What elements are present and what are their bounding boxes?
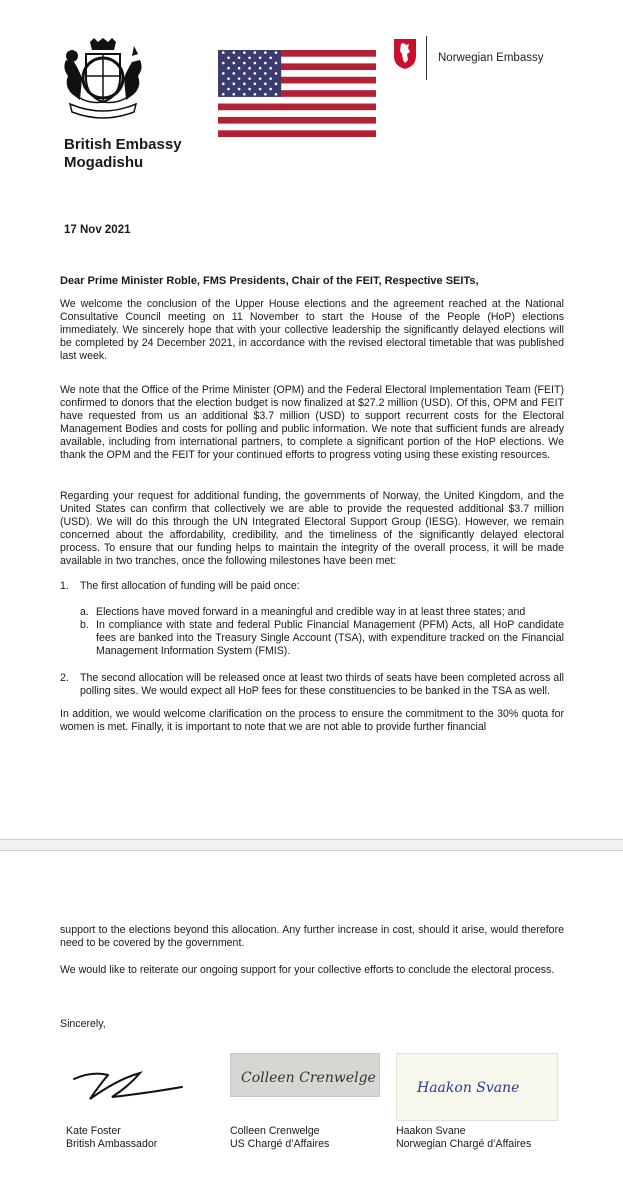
flag-star xyxy=(269,67,272,70)
flag-star xyxy=(248,88,251,91)
flag-star xyxy=(248,67,251,70)
flag-star xyxy=(254,93,257,96)
milestone-2-text: The second allocation will be released once at least two thirds of seats have been completed across all polling sites. We would expect all HoP fees for these constituencies to be banked in the TSA as well. xyxy=(80,672,564,697)
flag-star xyxy=(243,93,246,96)
flag-star xyxy=(264,62,267,65)
flag-star xyxy=(227,57,230,60)
flag-star xyxy=(248,57,251,60)
svg-text:Colleen Crenwelge: Colleen Crenwelge xyxy=(241,1070,376,1086)
milestone-2-number: 2. xyxy=(60,672,69,684)
signatory-3-title: Norwegian Chargé d’Affaires xyxy=(396,1138,532,1150)
letter-date: 17 Nov 2021 xyxy=(64,224,131,236)
signatory-2-title: US Chargé d’Affaires xyxy=(230,1138,330,1150)
svg-text:Haakon Svane: Haakon Svane xyxy=(417,1080,520,1096)
norwegian-embassy-label: Norwegian Embassy xyxy=(438,52,544,64)
flag-star xyxy=(259,67,262,70)
flag-star xyxy=(259,57,262,60)
flag-star xyxy=(222,93,225,96)
flag-star xyxy=(243,62,246,65)
salutation: Dear Prime Minister Roble, FMS Presidents, Chair of the FEIT, Respective SEITs, xyxy=(60,275,479,287)
flag-star xyxy=(254,62,257,65)
royal-coat-of-arms-icon xyxy=(60,38,146,120)
flag-star xyxy=(243,83,246,86)
flag-stripe xyxy=(218,97,376,104)
flag-star xyxy=(264,51,267,54)
milestone-1b-label: b. xyxy=(80,619,89,631)
flag-star xyxy=(275,83,278,86)
milestone-1a-text: Elections have moved forward in a meaningful and credible way in at least three states; and xyxy=(96,606,526,618)
flag-star xyxy=(275,72,278,75)
flag-star xyxy=(264,93,267,96)
milestone-1b-text: In compliance with state and federal Public Financial Management (PFM) Acts, all HoP candidate fees are banked into the Treasury Single Account (TSA), with expenditure tracked on the Financial Management Information System (FMIS). xyxy=(96,619,564,657)
us-flag-icon xyxy=(218,50,376,137)
flag-star xyxy=(275,62,278,65)
flag-stripe xyxy=(218,104,376,111)
flag-star xyxy=(275,51,278,54)
letterhead-divider xyxy=(426,36,427,80)
paragraph-1: We welcome the conclusion of the Upper House elections and the agreement reached at the National Consultative Council meeting on 11 November to start the House of the People (HoP) elections immediately. We sincerely hope that with your collective leadership the significantly delayed elections will be completed by 24 December 2021, in accordance with the revised electoral timetable that was published last week. xyxy=(60,298,564,362)
flag-star xyxy=(259,88,262,91)
flag-star xyxy=(227,77,230,80)
signature-colleen-crenwelge xyxy=(230,1053,380,1097)
flag-star xyxy=(233,93,236,96)
flag-stripe xyxy=(218,117,376,124)
flag-star xyxy=(222,62,225,65)
paragraph-4: In addition, we would welcome clarification on the process to ensure the commitment to the 30% quota for women is met. Finally, it is important to note that we are not able to provide further financial xyxy=(60,708,564,733)
flag-star xyxy=(233,83,236,86)
flag-star xyxy=(264,72,267,75)
flag-star xyxy=(238,88,241,91)
flag-stripe xyxy=(218,110,376,117)
signatory-3-name: Haakon Svane xyxy=(396,1125,466,1137)
flag-star xyxy=(238,57,241,60)
signature-kate-foster xyxy=(68,1057,186,1107)
british-embassy-title: British Embassy xyxy=(64,136,182,153)
signatory-2-name: Colleen Crenwelge xyxy=(230,1125,320,1137)
flag-star xyxy=(222,83,225,86)
flag-star xyxy=(254,51,257,54)
british-embassy-city: Mogadishu xyxy=(64,154,144,171)
flag-star xyxy=(254,83,257,86)
milestone-1-text: The first allocation of funding will be paid once: xyxy=(80,580,300,592)
flag-star xyxy=(222,72,225,75)
flag-star xyxy=(238,77,241,80)
flag-stripe xyxy=(218,124,376,131)
flag-star xyxy=(269,77,272,80)
closing: Sincerely, xyxy=(60,1018,106,1030)
flag-star xyxy=(233,51,236,54)
paragraph-6: We would like to reiterate our ongoing support for your collective efforts to conclude the electoral process. xyxy=(60,964,555,976)
flag-star xyxy=(227,67,230,70)
flag-star xyxy=(275,93,278,96)
flag-star xyxy=(238,67,241,70)
flag-star xyxy=(243,51,246,54)
flag-star xyxy=(233,72,236,75)
flag-star xyxy=(243,72,246,75)
paragraph-5: support to the elections beyond this allocation. Any further increase in cost, should it arise, would therefore need to be covered by the government. xyxy=(60,924,564,949)
flag-star xyxy=(269,88,272,91)
flag-star xyxy=(248,77,251,80)
milestone-1a-label: a. xyxy=(80,606,89,618)
flag-star xyxy=(254,72,257,75)
flag-star xyxy=(264,83,267,86)
flag-star xyxy=(269,57,272,60)
norwegian-lion-icon xyxy=(393,38,417,70)
flag-stripe xyxy=(218,130,376,137)
flag-star xyxy=(259,77,262,80)
paragraph-3: Regarding your request for additional funding, the governments of Norway, the United Kingdom, and the United States can confirm that collectively we are able to provide the requested additional $3.7 million (USD). We will do this through the UN Integrated Electoral Support Group (IESG). However, we remain concerned about the affordability, credibility, and the timeliness of the significantly delayed electoral process. To ensure that our funding helps to maintain the integrity of the overall process, it will be made available in two tranches, once the following milestones have been met: xyxy=(60,490,564,567)
flag-star xyxy=(227,88,230,91)
flag-star xyxy=(233,62,236,65)
milestone-1-number: 1. xyxy=(60,580,69,592)
paragraph-2: We note that the Office of the Prime Minister (OPM) and the Federal Electoral Implementation Team (FEIT) confirmed to donors that the election budget is now finalized at $27.2 million (USD). Of this, OPM and FEIT have requested from us an additional $3.7 million (USD) to support recurrent costs for the Electoral Management Bodies and costs for polling and public information. We note that sufficient funds are already available, including from international partners, to complete a significant portion of the HoP elections. We thank the OPM and the FEIT for your continued efforts to progress voting using these existing resources. xyxy=(60,384,564,461)
signatory-1-name: Kate Foster xyxy=(66,1125,121,1137)
flag-star xyxy=(222,51,225,54)
signatory-1-title: British Ambassador xyxy=(66,1138,158,1150)
signature-haakon-svane xyxy=(396,1053,558,1121)
